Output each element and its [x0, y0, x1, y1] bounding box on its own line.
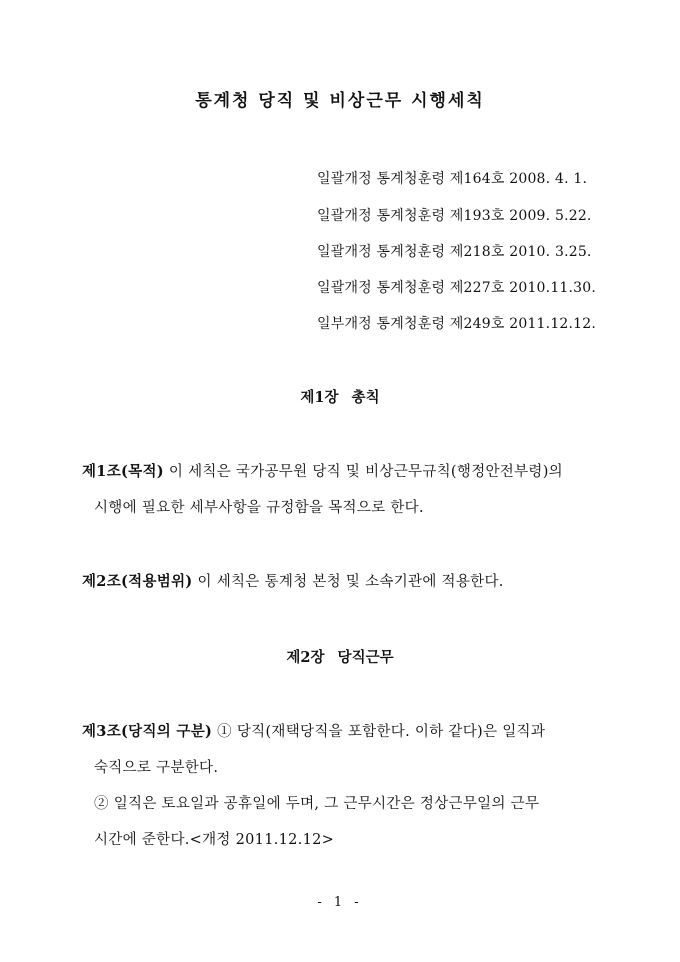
document-title: 통계청 당직 및 비상근무 시행세칙 — [195, 91, 485, 111]
page-number: - 1 - — [317, 895, 363, 910]
chapter-1-heading: 제1장 총칙 — [300, 389, 380, 406]
article-2-heading: 제2조(적용범위) — [82, 573, 193, 590]
article-1-heading: 제1조(목적) — [82, 463, 164, 480]
article-3-text-1: ① 당직(재택당직을 포함한다. 이하 같다)은 일직과 — [212, 724, 546, 740]
amendment-line-5: 일부개정 통계청훈령 제249호 2011.12.12. — [317, 316, 597, 332]
article-2-line-1 — [82, 570, 504, 591]
article-1-line-2: 시행에 필요한 세부사항을 규정함을 목적으로 한다. — [94, 500, 424, 516]
article-3-heading: 제3조(당직의 구분) — [82, 723, 213, 740]
article-1-line-1 — [82, 460, 563, 481]
amendment-line-3: 일괄개정 통계청훈령 제218호 2010. 3.25. — [317, 244, 592, 260]
article-3-line-4: 시간에 준한다.<개정 2011.12.12> — [94, 832, 335, 848]
amendment-line-1: 일괄개정 통계청훈령 제164호 2008. 4. 1. — [317, 171, 588, 187]
article-2-text-1: 이 세칙은 통계청 본청 및 소속기관에 적용한다. — [192, 574, 504, 590]
chapter-2-heading: 제2장 당직근무 — [286, 649, 394, 666]
article-3-line-2: 숙직으로 구분한다. — [94, 760, 219, 776]
amendment-line-2: 일괄개정 통계청훈령 제193호 2009. 5.22. — [317, 208, 592, 224]
article-3-line-1 — [82, 720, 545, 741]
article-1-text-1: 이 세칙은 국가공무원 당직 및 비상근무규칙(행정안전부령)의 — [163, 464, 563, 480]
amendment-line-4: 일괄개정 통계청훈령 제227호 2010.11.30. — [317, 280, 597, 296]
article-3-line-3: ② 일직은 토요일과 공휴일에 두며, 그 근무시간은 정상근무일의 근무 — [94, 796, 540, 812]
